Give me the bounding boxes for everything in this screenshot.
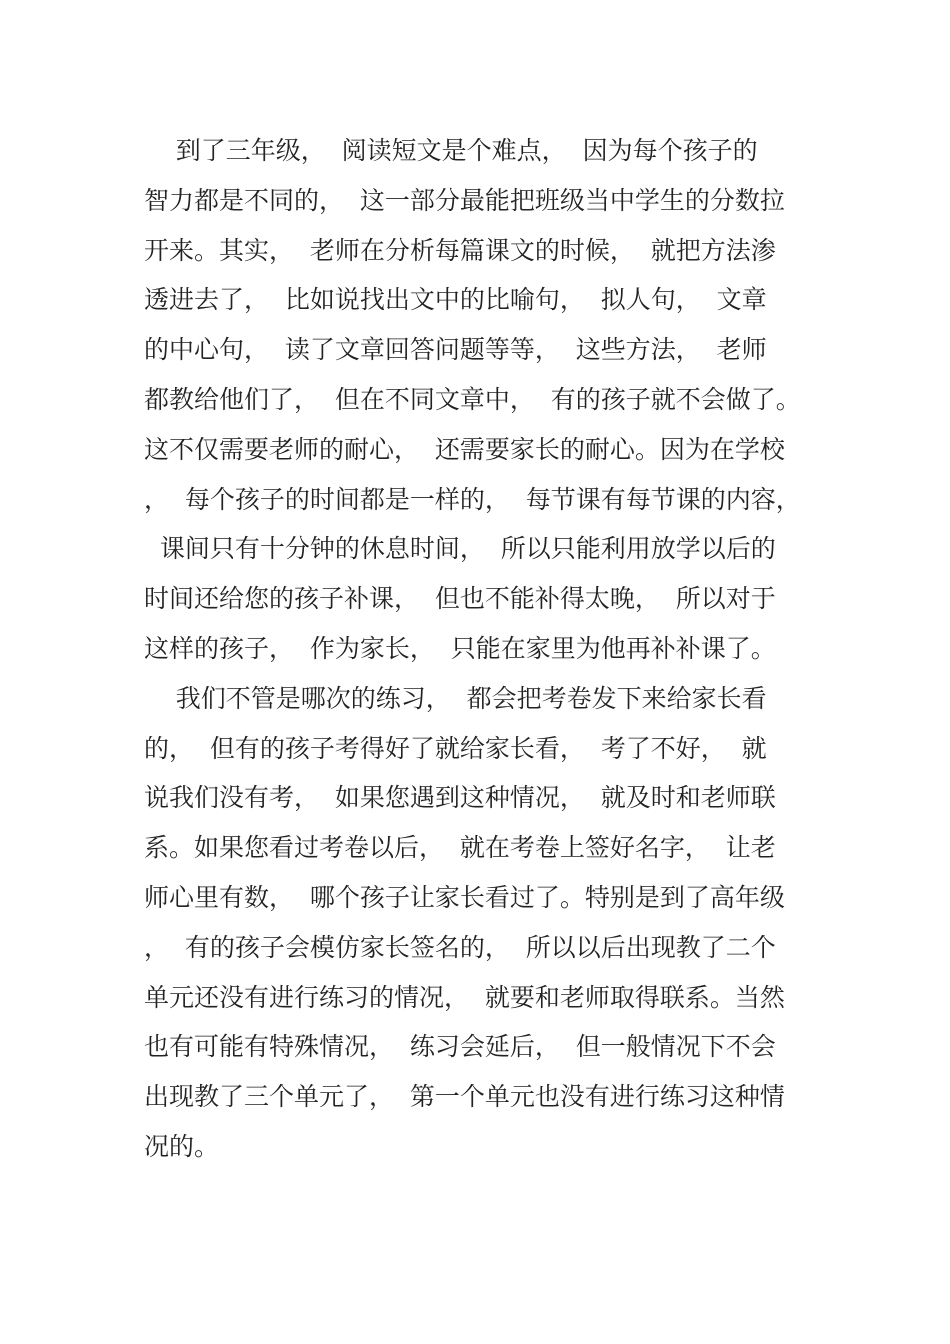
text-line: 这样的孩子， 作为家长， 只能在家里为他再补补课了。 — [144, 633, 776, 663]
text-line: ， 每个孩子的时间都是一样的， 每节课有每节课的内容， — [144, 484, 801, 514]
text-line: 出现教了三个单元了， 第一个单元也没有进行练习这种情 — [144, 1082, 785, 1112]
paragraph-1 — [144, 126, 824, 674]
text-line: 这不仅需要老师的耐心， 还需要家长的耐心。因为在学校 — [144, 434, 785, 464]
text-line: 单元还没有进行练习的情况， 就要和老师取得联系。当然 — [144, 982, 785, 1012]
text-line: 到了三年级， 阅读短文是个难点， 因为每个孩子的 — [144, 136, 758, 165]
text-line: 况的。 — [144, 1131, 220, 1161]
text-line: 透进去了， 比如说找出文中的比喻句， 拟人句， 文章 — [144, 285, 767, 315]
text-line: 说我们没有考， 如果您遇到这种情况， 就及时和老师联 — [144, 783, 776, 813]
text-line: 系。如果您看过考卷以后， 就在考卷上签好名字， 让老 — [144, 833, 776, 863]
text-line: 都教给他们了， 但在不同文章中， 有的孩子就不会做了。 — [144, 384, 801, 414]
text-line: 师心里有数， 哪个孩子让家长看过了。特别是到了高年级 — [144, 882, 785, 912]
paragraph-2 — [144, 674, 824, 1172]
text-line: 课间只有十分钟的休息时间， 所以只能利用放学以后的 — [144, 534, 776, 564]
body-text — [144, 126, 824, 1172]
text-line: 的， 但有的孩子考得好了就给家长看， 考了不好， 就 — [144, 733, 767, 763]
text-line: 智力都是不同的， 这一部分最能把班级当中学生的分数拉 — [144, 185, 785, 215]
text-line: 开来。其实， 老师在分析每篇课文的时候， 就把方法渗 — [144, 235, 776, 265]
text-line: 也有可能有特殊情况， 练习会延后， 但一般情况下不会 — [144, 1032, 776, 1062]
text-line: 我们不管是哪次的练习， 都会把考卷发下来给家长看 — [144, 683, 767, 713]
text-line: 的中心句， 读了文章回答问题等等， 这些方法， 老师 — [144, 335, 767, 365]
text-line: ， 有的孩子会模仿家长签名的， 所以以后出现教了二个 — [144, 932, 776, 962]
text-line: 时间还给您的孩子补课， 但也不能补得太晚， 所以对于 — [144, 584, 776, 614]
